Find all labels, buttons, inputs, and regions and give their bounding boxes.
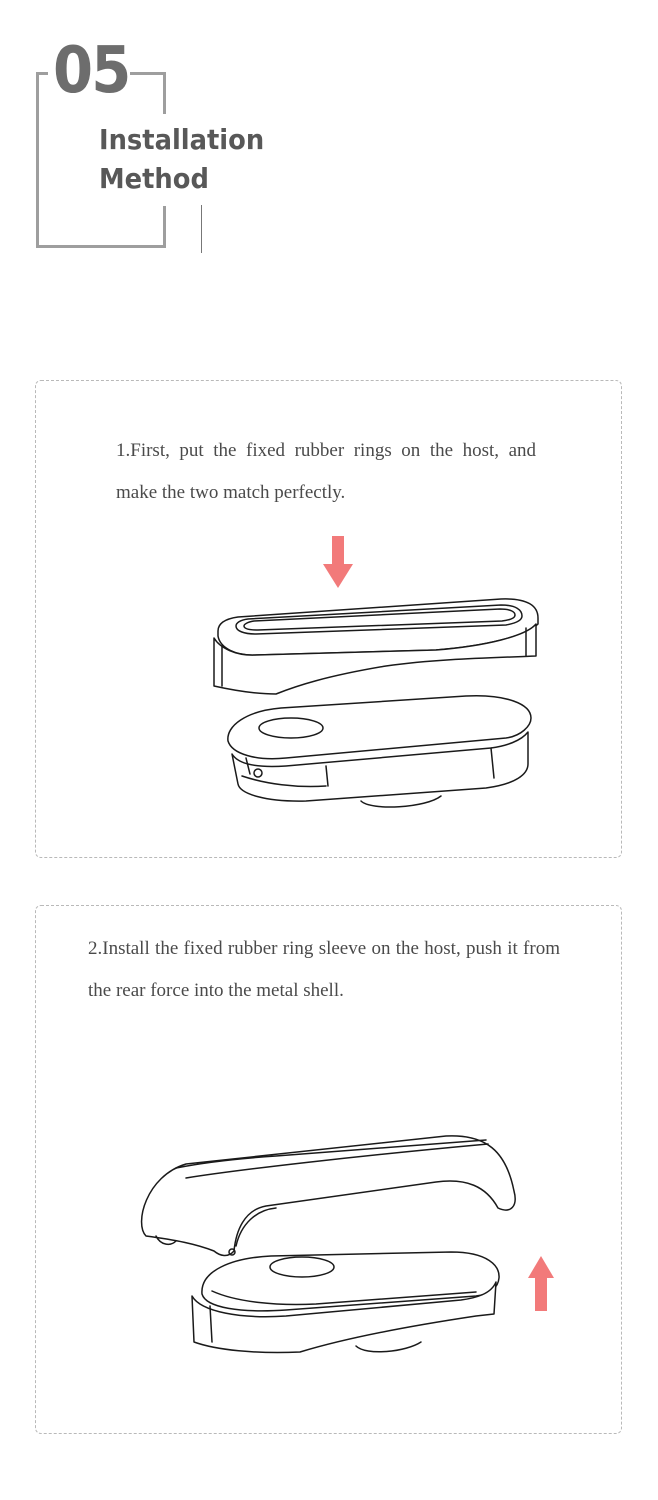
- push-down-arrow-icon: [323, 536, 353, 588]
- section-title-line2: Method: [99, 162, 209, 195]
- step-1-text: 1.First, put the fixed rubber rings on the host, and make the two match perfectly.: [116, 440, 536, 503]
- step-1-illustration: [146, 526, 546, 816]
- step-2-text: 2.Install the fixed rubber ring sleeve on the host, push it from the rear force into the metal shell.: [88, 938, 560, 1001]
- step-card-2: [35, 905, 622, 1434]
- section-number: 05: [53, 34, 130, 108]
- section-title: [99, 120, 264, 198]
- host-device-part: [192, 1252, 499, 1353]
- section-title-line1: Installation: [99, 123, 265, 156]
- host-device-part: [228, 696, 531, 807]
- step-2-illustration: [116, 1106, 556, 1386]
- push-up-arrow-icon: [528, 1256, 554, 1311]
- header-divider-line: [201, 205, 202, 253]
- step-card-1: [35, 380, 622, 858]
- rubber-ring-part: [214, 599, 538, 694]
- metal-shell-part: [142, 1136, 516, 1256]
